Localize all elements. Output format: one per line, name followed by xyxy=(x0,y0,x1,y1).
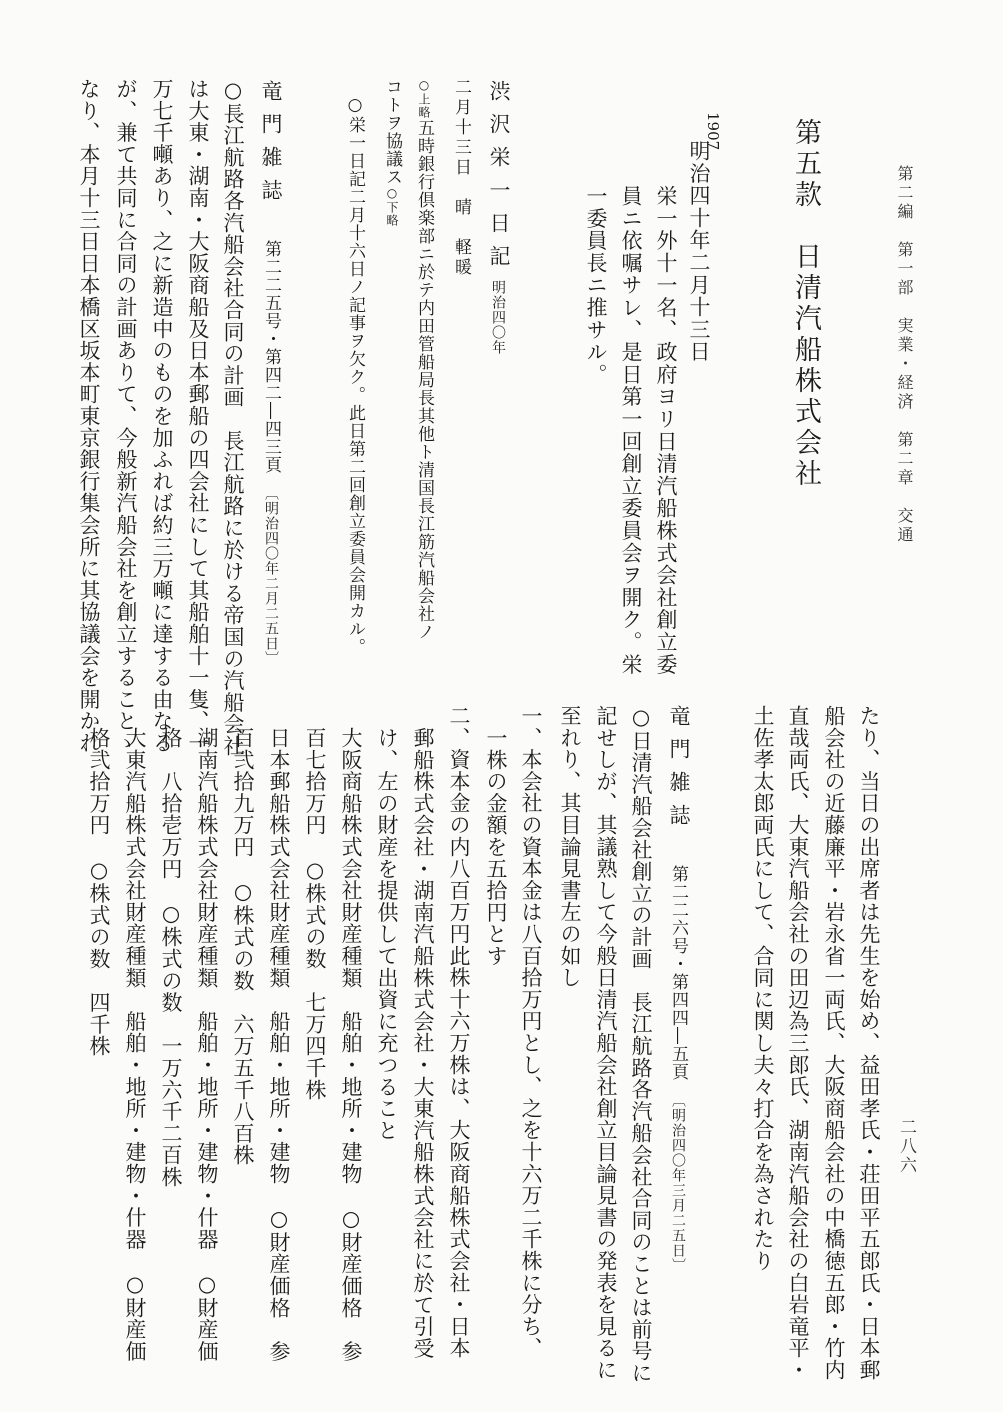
diary-body-text: 五時銀行倶楽部ニ於テ内田管船局長其他ト清国長江筋汽船会社ノ xyxy=(414,119,434,641)
item-line-10: 湖南汽船株式会社財産種類 船舶・地所・建物・什器 ○財産価 xyxy=(195,727,219,1363)
item-line-8: 日本郵船株式会社財産種類 船舶・地所・建物 ○財産価格 参 xyxy=(267,727,291,1363)
section-title: 第五款 日清汽船株式会社 xyxy=(790,118,821,490)
ryumon2-cite: 第二二六号・第四四―五頁 xyxy=(668,865,688,1081)
continuation-line-3: 直哉両氏、大東汽船会社の田辺為三郎氏、湖南汽船会社の白岩竜平・ xyxy=(786,705,810,1381)
diary-title: 渋沢栄一日記 xyxy=(487,80,511,278)
ryumon2-line-1: ○日清汽船会社創立の計画 長江航路各汽船会社合同のことは前号に xyxy=(629,705,653,1384)
item-line-13: 格弐拾万円 ○株式の数 四千株 xyxy=(87,727,111,1057)
ryumon2-citation xyxy=(669,865,686,1273)
diary-body xyxy=(415,78,432,641)
running-head: 第二編 第一部 実業・経済 第二章 交通 xyxy=(895,165,914,545)
diary-body-2 xyxy=(383,78,400,227)
ryumon1-line-4: が、兼て共同に合同の計画ありて、今般新汽船会社を創立することゝ xyxy=(114,78,138,754)
year-mark: 1907 xyxy=(704,112,722,151)
diary-date-line: 二月十三日 晴 軽暖 xyxy=(451,78,471,278)
item-line-4: 郵船株式会社・湖南汽船株式会社・大東汽船株式会社に於て引受 xyxy=(411,727,435,1360)
ryumon1-cite: 第二二五号・第四二―四三頁 xyxy=(261,240,281,474)
entry-line-1: 栄一外十一名、政府ヨリ日清汽船株式会社創立委 xyxy=(654,185,678,676)
diary-body-text-2: コトヲ協議ス xyxy=(382,78,402,186)
continuation-line-4: 土佐孝太郎両氏にして、合同に関し夫々打合を為されたり xyxy=(751,705,775,1272)
item-line-7: 百七拾万円 ○株式の数 七万四千株 xyxy=(303,727,327,1101)
ryumon1-cite-date: 〔明治四〇年二月二五日〕 xyxy=(263,486,279,666)
item-line-3: 二、資本金の内八百万円此株十六万株は、大阪商船株式会社・日本 xyxy=(447,705,471,1359)
entry-line-3: 一委員長ニ推サル。 xyxy=(584,185,608,386)
ryumon1-line-5: なり、本月十三日日本橋区坂本町東京銀行集会所に其協議会を開かれ xyxy=(77,78,101,754)
item-line-1: 一、本会社の資本金は八百拾万円とし、之を十六万二千株に分ち、 xyxy=(519,705,543,1359)
item-line-11: 格 八拾壱万円 ○株式の数 一万六千二百株 xyxy=(159,727,183,1188)
item-line-12: 大東汽船株式会社財産種類 船舶・地所・建物・什器 ○財産価 xyxy=(123,727,147,1363)
entry-date: 明治四十年二月十三日 xyxy=(687,140,711,363)
note-upper-omitted: ○上略 xyxy=(417,78,431,119)
page-number: 二八六 xyxy=(896,1118,916,1175)
ryumon1-citation xyxy=(262,240,279,666)
ryumon1-title: 竜門雑誌 xyxy=(259,80,283,212)
ryumon1-line-2: は大東・湖南・大阪商船及日本郵船の四会社にして其船舶十一隻、一 xyxy=(186,78,210,754)
ryumon2-cite-date: 〔明治四〇年三月二五日〕 xyxy=(670,1093,686,1273)
ryumon1-line-3: 万七千噸あり、之に新造中のものを加ふれば約三万噸に達する由なる xyxy=(150,78,174,754)
item-line-2: 一株の金額を五拾円とす xyxy=(484,727,508,967)
note-lower-omitted: ○下略 xyxy=(385,186,399,227)
ryumon2-line-3: 至れり、其目論見書左の如し xyxy=(558,705,582,989)
item-line-6: 大阪商船株式会社財産種類 船舶・地所・建物 ○財産価格 参 xyxy=(339,727,363,1363)
ryumon2-line-2: 記せしが、其議熟して今般日清汽船会社創立目論見書の発表を見るに xyxy=(594,705,618,1381)
continuation-line-1: たり、当日の出席者は先生を始め、益田孝氏・荘田平五郎氏・日本郵 xyxy=(857,705,881,1381)
item-line-9: 百弐拾九万円 ○株式の数 六万五千八百株 xyxy=(231,727,255,1166)
ryumon1-line-1: ○長江航路各汽船会社合同の計画 長江航路に於ける帝国の汽船会社 xyxy=(221,78,245,757)
diary-year: 明治四〇年 xyxy=(490,280,506,355)
diary-omission-note: ○栄一日記二月十六日ノ記事ヲ欠ク。此日第二回創立委員会開カル。 xyxy=(345,95,365,656)
item-line-5: け、左の財産を提供して出資に充つること xyxy=(375,727,399,1142)
ryumon2-title: 竜門雑誌 xyxy=(667,705,691,837)
entry-line-2: 員ニ依嘱サレ、是日第一回創立委員会ヲ開ク。栄 xyxy=(619,185,643,676)
continuation-line-2: 船会社の近藤廉平・岩永省一両氏、大阪商船会社の中橋徳五郎・竹内 xyxy=(822,705,846,1381)
